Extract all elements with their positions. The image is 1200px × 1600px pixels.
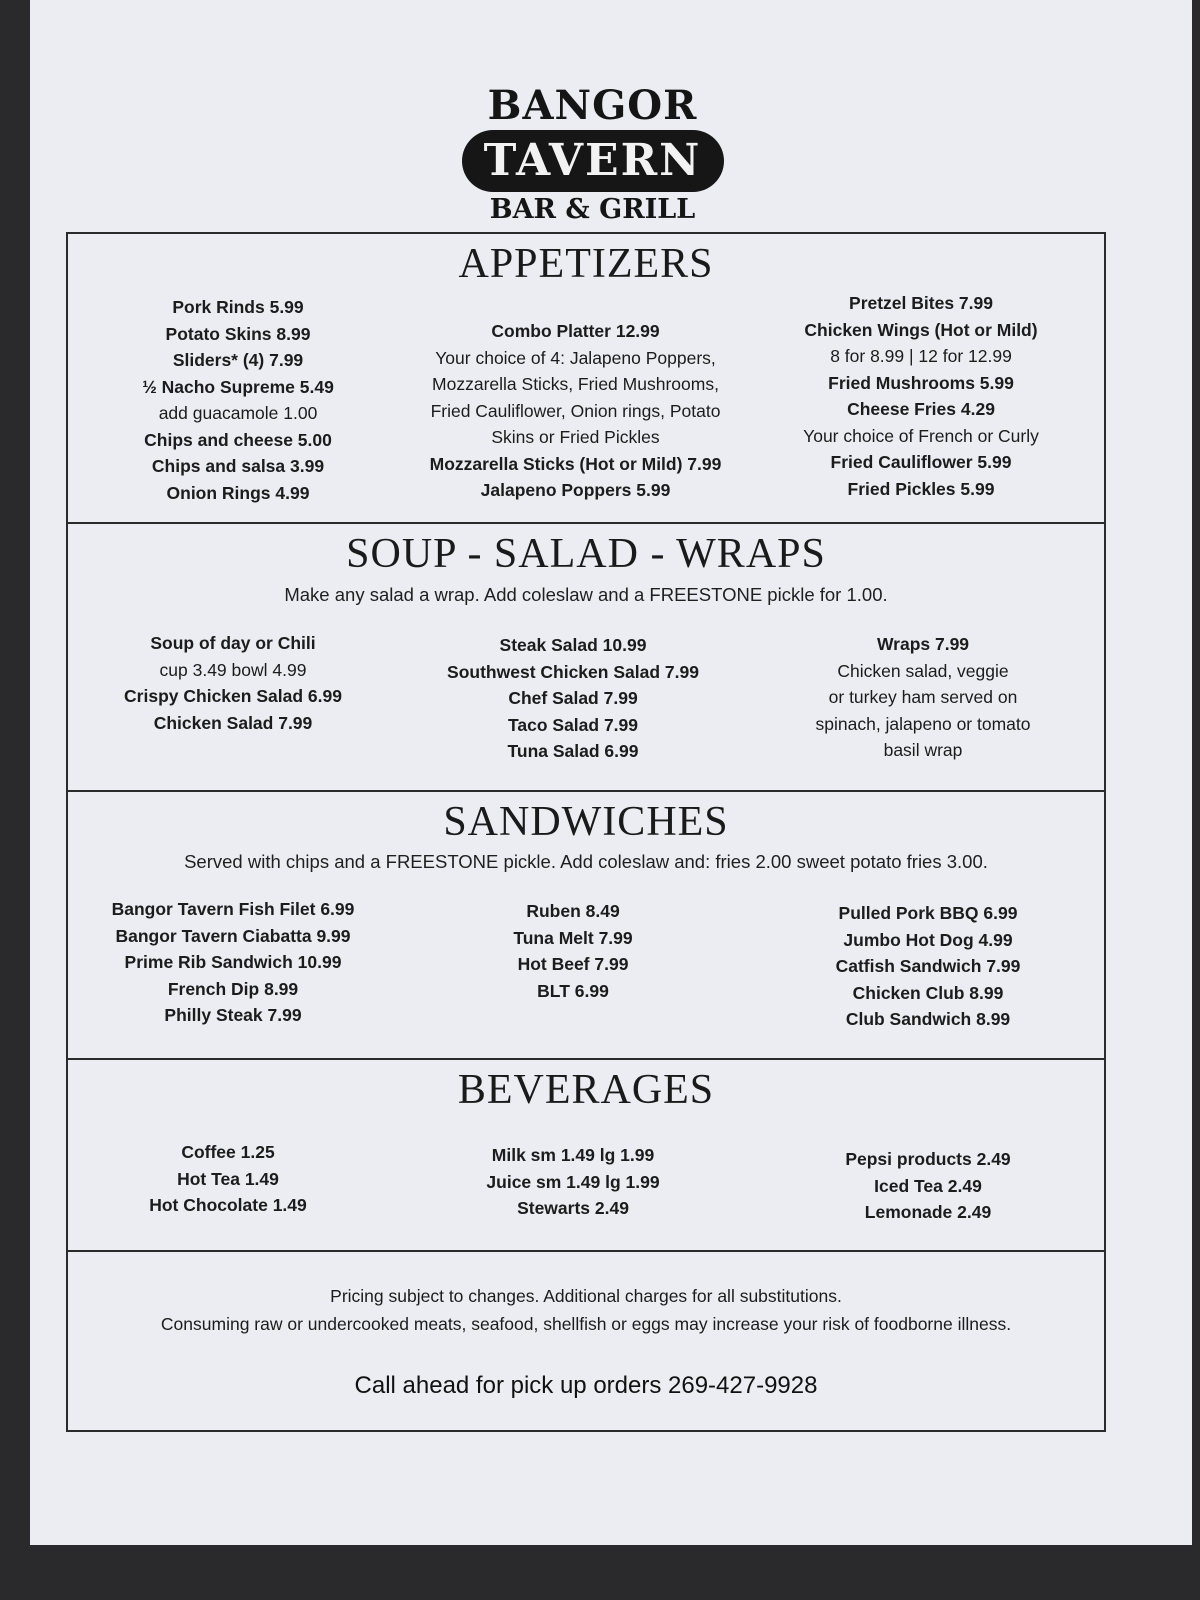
menu-item: Southwest Chicken Salad 7.99	[447, 661, 699, 682]
sandwiches-title: SANDWICHES	[443, 799, 729, 845]
menu-item: Cheese Fries 4.29	[847, 399, 995, 419]
menu-item: Fried Mushrooms 5.99	[828, 372, 1014, 393]
menu-item: Mozzarella Sticks, Fried Mushrooms,	[432, 374, 719, 394]
menu-item: Catfish Sandwich 7.99	[835, 956, 1021, 976]
appetizers-col-1	[138, 294, 338, 506]
section-divider	[68, 522, 1104, 524]
menu-item: cup 3.49 bowl 4.99	[159, 659, 307, 680]
menu-item: Hot Chocolate 1.49	[149, 1195, 307, 1215]
menu-item: Tuna Salad 6.99	[507, 741, 639, 761]
food-safety-disclaimer: Consuming raw or undercooked meats, seafood, shellfish or eggs may increase your risk of foodborne illness.	[160, 1314, 1012, 1334]
appetizers-title: APPETIZERS	[458, 241, 714, 287]
menu-item: Jumbo Hot Dog 4.99	[843, 929, 1013, 950]
soup-col-3	[798, 631, 1048, 764]
menu-item: Soup of day or Chili	[150, 633, 316, 653]
menu-item: ½ Nacho Supreme 5.49	[142, 376, 334, 397]
section-divider	[68, 1058, 1104, 1060]
menu-item: Jalapeno Poppers 5.99	[480, 480, 671, 500]
menu-item: Skins or Fried Pickles	[491, 427, 660, 447]
beverages-col-1	[128, 1139, 328, 1219]
menu-item: Bangor Tavern Ciabatta 9.99	[115, 925, 351, 946]
soup-salad-note: Make any salad a wrap. Add coleslaw and a FREESTONE pickle for 1.00.	[284, 584, 888, 605]
menu-item: Hot Beef 7.99	[517, 954, 629, 974]
menu-item: Your choice of French or Curly	[803, 425, 1039, 446]
menu-item: Lemonade 2.49	[864, 1202, 992, 1222]
menu-item: Pork Rinds 5.99	[172, 297, 304, 317]
menu-item: Sliders* (4) 7.99	[172, 350, 304, 370]
menu-item: Fried Pickles 5.99	[847, 478, 995, 499]
menu-item: Your choice of 4: Jalapeno Poppers,	[435, 347, 716, 368]
sandwiches-note: Served with chips and a FREESTONE pickle. Add coleslaw and: fries 2.00 sweet potato fries 3.00.	[184, 851, 988, 872]
menu-item: or turkey ham served on	[828, 687, 1018, 707]
menu-item: Steak Salad 10.99	[499, 635, 647, 655]
soup-col-1	[113, 630, 353, 736]
logo-bar-grill-text: BAR & GRILL	[489, 194, 696, 225]
menu-item: Chicken Salad 7.99	[153, 712, 313, 733]
menu-item: Prime Rib Sandwich 10.99	[124, 952, 342, 972]
sandwiches-col-2	[468, 898, 678, 1004]
logo-bangor-text: BANGOR	[487, 82, 698, 129]
menu-item: BLT 6.99	[537, 980, 609, 1001]
logo-tavern-pill: TAVERN	[462, 130, 724, 192]
menu-box	[66, 232, 1106, 1432]
menu-item: Chicken salad, veggie	[837, 660, 1009, 681]
soup-col-2	[428, 632, 718, 765]
menu-item: Pretzel Bites 7.99	[849, 293, 993, 313]
pricing-disclaimer: Pricing subject to changes. Additional charges for all substitutions.	[330, 1286, 842, 1306]
menu-item: Bangor Tavern Fish Filet 6.99	[111, 899, 355, 919]
menu-item: Potato Skins 8.99	[165, 323, 311, 344]
menu-item: Onion Rings 4.99	[166, 482, 310, 503]
menu-item: Taco Salad 7.99	[507, 714, 639, 735]
sandwiches-col-3	[808, 900, 1048, 1033]
menu-item: spinach, jalapeno or tomato	[815, 713, 1031, 734]
menu-item: Hot Tea 1.49	[177, 1168, 279, 1189]
menu-item: Chef Salad 7.99	[508, 688, 638, 708]
call-ahead-phone: Call ahead for pick up orders 269-427-9928	[354, 1372, 818, 1399]
sandwiches-col-1	[88, 896, 378, 1029]
beverages-title: BEVERAGES	[457, 1067, 715, 1113]
bangor-tavern-logo	[455, 82, 730, 232]
menu-item: Pulled Pork BBQ 6.99	[838, 903, 1018, 923]
menu-item: Club Sandwich 8.99	[845, 1009, 1011, 1029]
menu-item: Chicken Club 8.99	[852, 982, 1004, 1003]
menu-item: Coffee 1.25	[181, 1142, 275, 1162]
menu-item: Fried Cauliflower 5.99	[830, 452, 1012, 472]
menu-item: Iced Tea 2.49	[874, 1175, 982, 1196]
menu-item: Wraps 7.99	[876, 634, 970, 654]
menu-item: Chicken Wings (Hot or Mild)	[804, 319, 1038, 340]
menu-item: Fried Cauliflower, Onion rings, Potato	[430, 400, 721, 421]
menu-item: Milk sm 1.49 lg 1.99	[491, 1145, 655, 1165]
menu-item: Combo Platter 12.99	[491, 321, 660, 341]
menu-item: Chips and cheese 5.00	[144, 429, 332, 450]
beverages-col-3	[808, 1146, 1048, 1226]
menu-item: Mozzarella Sticks (Hot or Mild) 7.99	[429, 453, 722, 474]
menu-item: Juice sm 1.49 lg 1.99	[486, 1171, 660, 1192]
menu-item: add guacamole 1.00	[158, 403, 318, 423]
menu-item: Crispy Chicken Salad 6.99	[124, 686, 342, 706]
menu-item: basil wrap	[883, 740, 963, 760]
menu-item: Stewarts 2.49	[517, 1198, 629, 1218]
beverages-col-2	[458, 1142, 688, 1222]
appetizers-col-2	[398, 318, 753, 504]
menu-item: Tuna Melt 7.99	[513, 927, 633, 948]
menu-item: French Dip 8.99	[167, 978, 299, 999]
menu-item: Ruben 8.49	[526, 901, 620, 921]
soup-salad-wraps-title: SOUP - SALAD - WRAPS	[346, 531, 826, 577]
menu-item: Chips and salsa 3.99	[151, 456, 325, 476]
appetizers-col-3	[786, 290, 1056, 502]
section-divider	[68, 790, 1104, 792]
menu-item: 8 for 8.99 | 12 for 12.99	[830, 346, 1012, 366]
menu-item: Philly Steak 7.99	[164, 1005, 302, 1025]
section-divider	[68, 1250, 1104, 1252]
menu-item: Pepsi products 2.49	[845, 1149, 1011, 1169]
